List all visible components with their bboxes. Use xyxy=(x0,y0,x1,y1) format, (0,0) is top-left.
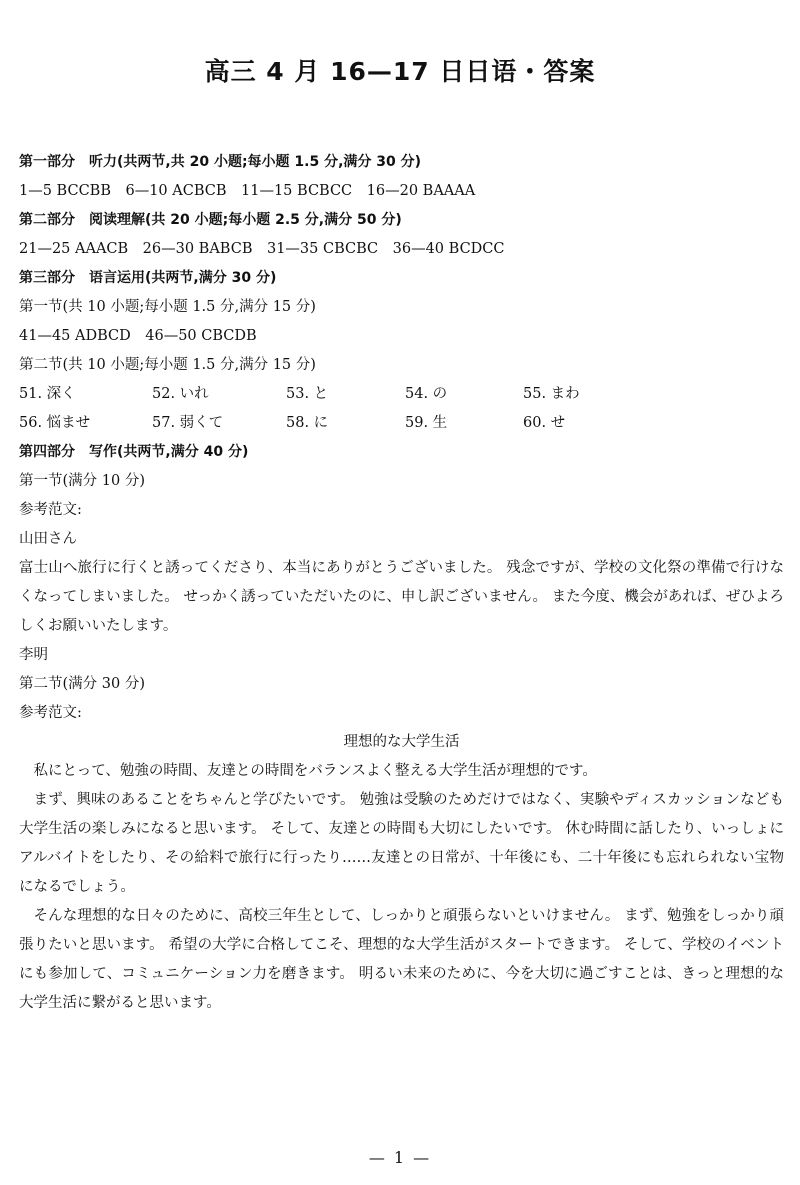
part4-heading: 第四部分 写作(共两节,满分 40 分) xyxy=(19,444,249,460)
answer-52: 52. いれ xyxy=(152,386,209,402)
answer-51: 51. 深く xyxy=(19,386,76,402)
letter-sender: 李明 xyxy=(19,647,48,663)
answer-57: 57. 弱くて xyxy=(152,415,224,431)
part4-section2-heading: 第二节(满分 30 分) xyxy=(19,676,145,692)
part3-section2-heading: 第二节(共 10 小题;每小题 1.5 分,满分 15 分) xyxy=(19,357,316,373)
part3-heading: 第三部分 语言运用(共两节,满分 30 分) xyxy=(19,270,277,286)
essay-paragraph-1: 私にとって、勉強の時間、友達との時間をバランスよく整える大学生活が理想的です。 xyxy=(33,763,597,779)
essay-title: 理想的な大学生活 xyxy=(343,734,460,750)
sample-label-1: 参考范文: xyxy=(19,502,82,518)
answer-55: 55. まわ xyxy=(523,386,580,402)
part3-section1-answers: 41—45 ADBCD 46—50 CBCDB xyxy=(19,328,257,344)
answer-59: 59. 生 xyxy=(405,415,448,431)
essay-paragraph-2: まず、興味のあることをちゃんと学びたいです。 勉強は受験のためだけではなく、実験やディスカッションなども大学生活の楽しみになると思います。 そして、友達との時間も大切にしたいです。 休む時間に話したり、いっしょにアルバイトをしたり、その給料で旅行に行ったり……友達との日常が、十年後にも、二十年後にも忘れられない宝物になるでしょう。 xyxy=(19,792,784,895)
part2-answers: 21—25 AAACB 26—30 BABCB 31—35 CBCBC 36—40 BCDCC xyxy=(19,241,505,257)
part4-section1-heading: 第一节(满分 10 分) xyxy=(19,473,145,489)
page-title: 高三 4 月 16—17 日日语・答案 xyxy=(204,57,596,86)
letter-body: 富士山へ旅行に行くと誘ってくださり、本当にありがとうございました。 残念ですが、学校の文化祭の準備で行けなくなってしまいました。 せっかく誘っていただいたのに、申し訳ございません。 また今度、機会があれば、ぜひよろしくお願いいたします。 xyxy=(19,560,784,634)
part1-answers: 1—5 BCCBB 6—10 ACBCB 11—15 BCBCC 16—20 BAAAA xyxy=(19,183,476,199)
answer-content xyxy=(19,148,784,1018)
fill-in-answers-row-2 xyxy=(19,409,784,438)
answer-53: 53. と xyxy=(286,386,329,402)
answer-58: 58. に xyxy=(286,415,329,431)
fill-in-answers-row-1 xyxy=(19,380,784,409)
part2-heading: 第二部分 阅读理解(共 20 小题;每小题 2.5 分,满分 50 分) xyxy=(19,212,402,228)
letter-recipient: 山田さん xyxy=(19,531,77,547)
page-number: — 1 — xyxy=(368,1148,432,1167)
essay-paragraph-3: そんな理想的な日々のために、高校三年生として、しっかりと頑張らないといけません。 まず、勉強をしっかり頑張りたいと思います。 希望の大学に合格してこそ、理想的な大学生活がスタートできます。 そして、学校のイベントにも参加して、コミュニケーション力を磨きます。 明るい未来のために、今を大切に過ごすことは、きっと理想的な大学生活に繋がると思います。 xyxy=(19,908,784,1011)
answer-56: 56. 悩ませ xyxy=(19,415,91,431)
answer-54: 54. の xyxy=(405,386,448,402)
part1-heading: 第一部分 听力(共两节,共 20 小题;每小题 1.5 分,满分 30 分) xyxy=(19,154,422,170)
answer-60: 60. せ xyxy=(523,415,566,431)
part3-section1-heading: 第一节(共 10 小题;每小题 1.5 分,满分 15 分) xyxy=(19,299,316,315)
sample-label-2: 参考范文: xyxy=(19,705,82,721)
